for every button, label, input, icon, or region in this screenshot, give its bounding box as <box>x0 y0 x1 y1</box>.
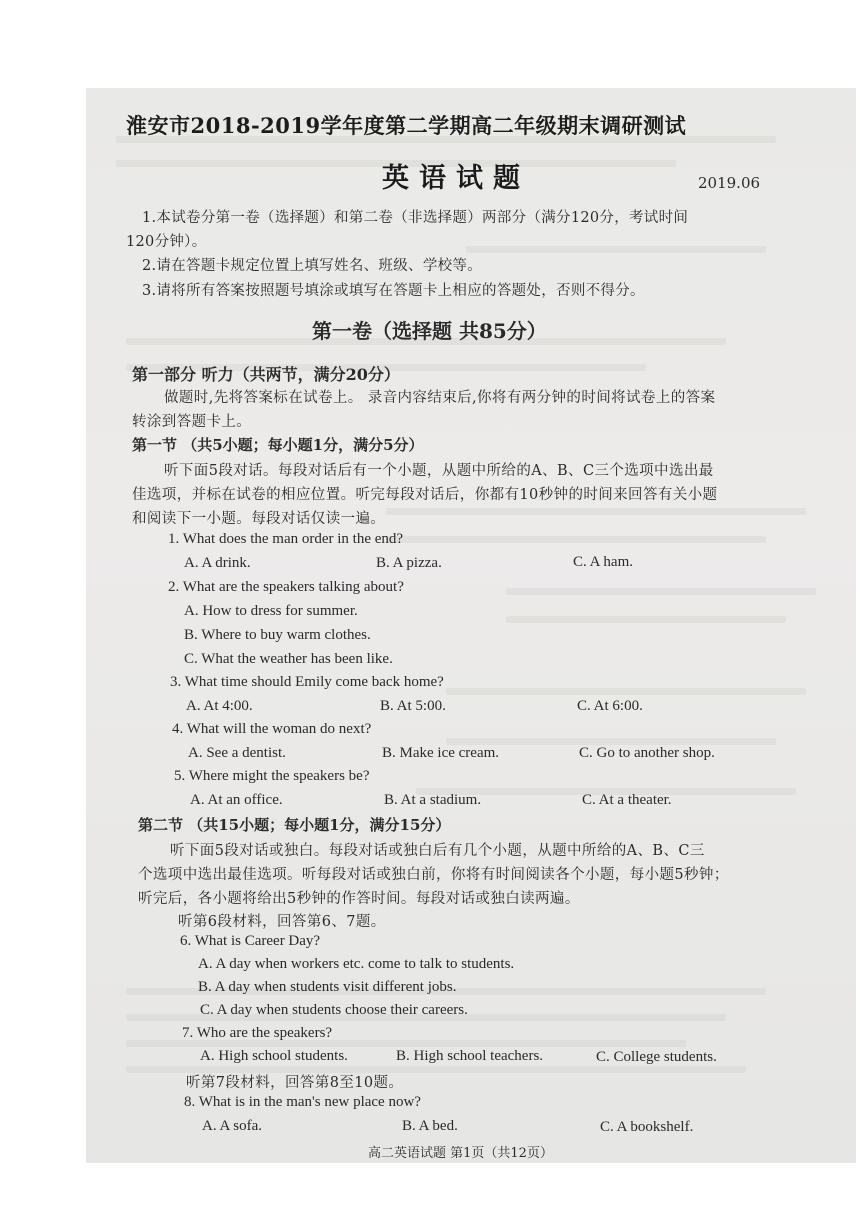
instruction-1-cont: 120分钟）。 <box>126 234 207 250</box>
q3-option-a: A. At 4:00. <box>186 698 253 714</box>
q4-option-a: A. See a dentist. <box>188 745 286 761</box>
exam-page <box>86 88 856 1163</box>
section-1-intro-2: 佳选项，并标在试卷的相应位置。听完每段对话后，你都有10秒钟的时间来回答有关小题 <box>132 487 718 503</box>
subject-title: 英语试题 <box>382 163 530 194</box>
question-7: 7. Who are the speakers? <box>182 1025 333 1041</box>
q7-option-b: B. High school teachers. <box>396 1048 544 1064</box>
q8-option-c: C. A bookshelf. <box>600 1119 694 1135</box>
section-2-intro: 听下面5段对话或独白。每段对话或独白后有几个小题，从题中所给的A、B、C三 <box>170 843 705 859</box>
q4-option-b: B. Make ice cream. <box>382 745 500 761</box>
material-7-label: 听第7段材料，回答第8至10题。 <box>186 1075 404 1091</box>
volume-1-title: 第一卷（选择题 共85分） <box>312 319 547 343</box>
question-4: 4. What will the woman do next? <box>172 721 372 737</box>
q3-option-b: B. At 5:00. <box>380 698 446 714</box>
part-1-intro-cont: 转涂到答题卡上。 <box>132 414 252 430</box>
q1-option-c: C. A ham. <box>573 554 634 570</box>
q8-option-a: A. A sofa. <box>202 1118 262 1134</box>
question-6: 6. What is Career Day? <box>180 933 321 949</box>
question-2: 2. What are the speakers talking about? <box>168 579 404 595</box>
q5-option-b: B. At a stadium. <box>384 792 482 808</box>
q6-option-a: A. A day when workers etc. come to talk to students. <box>198 956 515 972</box>
instruction-2: 2.请在答题卡规定位置上填写姓名、班级、学校等。 <box>142 258 483 274</box>
q5-option-a: A. At an office. <box>190 792 283 808</box>
q8-option-b: B. A bed. <box>402 1118 458 1134</box>
q2-option-c: C. What the weather has been like. <box>184 651 393 667</box>
q2-option-a: A. How to dress for summer. <box>184 603 358 619</box>
exam-date: 2019.06 <box>698 174 761 192</box>
question-1: 1. What does the man order in the end? <box>168 531 404 547</box>
q7-option-a: A. High school students. <box>200 1048 348 1064</box>
q7-option-c: C. College students. <box>596 1049 717 1065</box>
q2-option-b: B. Where to buy warm clothes. <box>184 627 371 643</box>
question-5: 5. Where might the speakers be? <box>174 768 370 784</box>
part-1-title: 第一部分 听力（共两节，满分20分） <box>132 365 400 384</box>
q3-option-c: C. At 6:00. <box>577 698 643 714</box>
q6-option-b: B. A day when students visit different jobs. <box>198 979 457 995</box>
question-3: 3. What time should Emily come back home? <box>170 674 444 690</box>
q1-option-b: B. A pizza. <box>376 555 442 571</box>
section-1-intro-3: 和阅读下一小题。每段对话仅读一遍。 <box>132 511 386 527</box>
q4-option-c: C. Go to another shop. <box>579 745 715 761</box>
instruction-1: 1.本试卷分第一卷（选择题）和第二卷（非选择题）两部分（满分120分，考试时间 <box>142 210 689 226</box>
instruction-3: 3.请将所有答案按照题号填涂或填写在答题卡上相应的答题处，否则不得分。 <box>142 283 645 299</box>
q1-option-a: A. A drink. <box>184 555 251 571</box>
q6-option-c: C. A day when students choose their careers. <box>200 1002 468 1018</box>
material-6-label: 听第6段材料，回答第6、7题。 <box>178 914 386 930</box>
section-2-intro-2: 个选项中选出最佳选项。听每段对话或独白前，你将有时间阅读各个小题，每小题5秒钟； <box>138 867 729 883</box>
question-8: 8. What is in the man's new place now? <box>184 1094 421 1110</box>
section-2-title: 第二节 （共15小题；每小题1分，满分15分） <box>138 816 451 834</box>
section-2-intro-3: 听完后，各小题将给出5秒钟的作答时间。每段对话或独白读两遍。 <box>138 891 580 907</box>
exam-title: 淮安市2018-2019学年度第二学期高二年级期末调研测试 <box>126 113 687 138</box>
section-1-title: 第一节 （共5小题；每小题1分，满分5分） <box>132 436 424 454</box>
section-1-intro: 听下面5段对话。每段对话后有一个小题，从题中所给的A、B、C三个选项中选出最 <box>164 463 714 479</box>
page-footer: 高二英语试题 第1页（共12页） <box>368 1146 553 1161</box>
q5-option-c: C. At a theater. <box>582 792 672 808</box>
part-1-intro: 做题时,先将答案标在试卷上。 录音内容结束后,你将有两分钟的时间将试卷上的答案 <box>164 390 716 406</box>
